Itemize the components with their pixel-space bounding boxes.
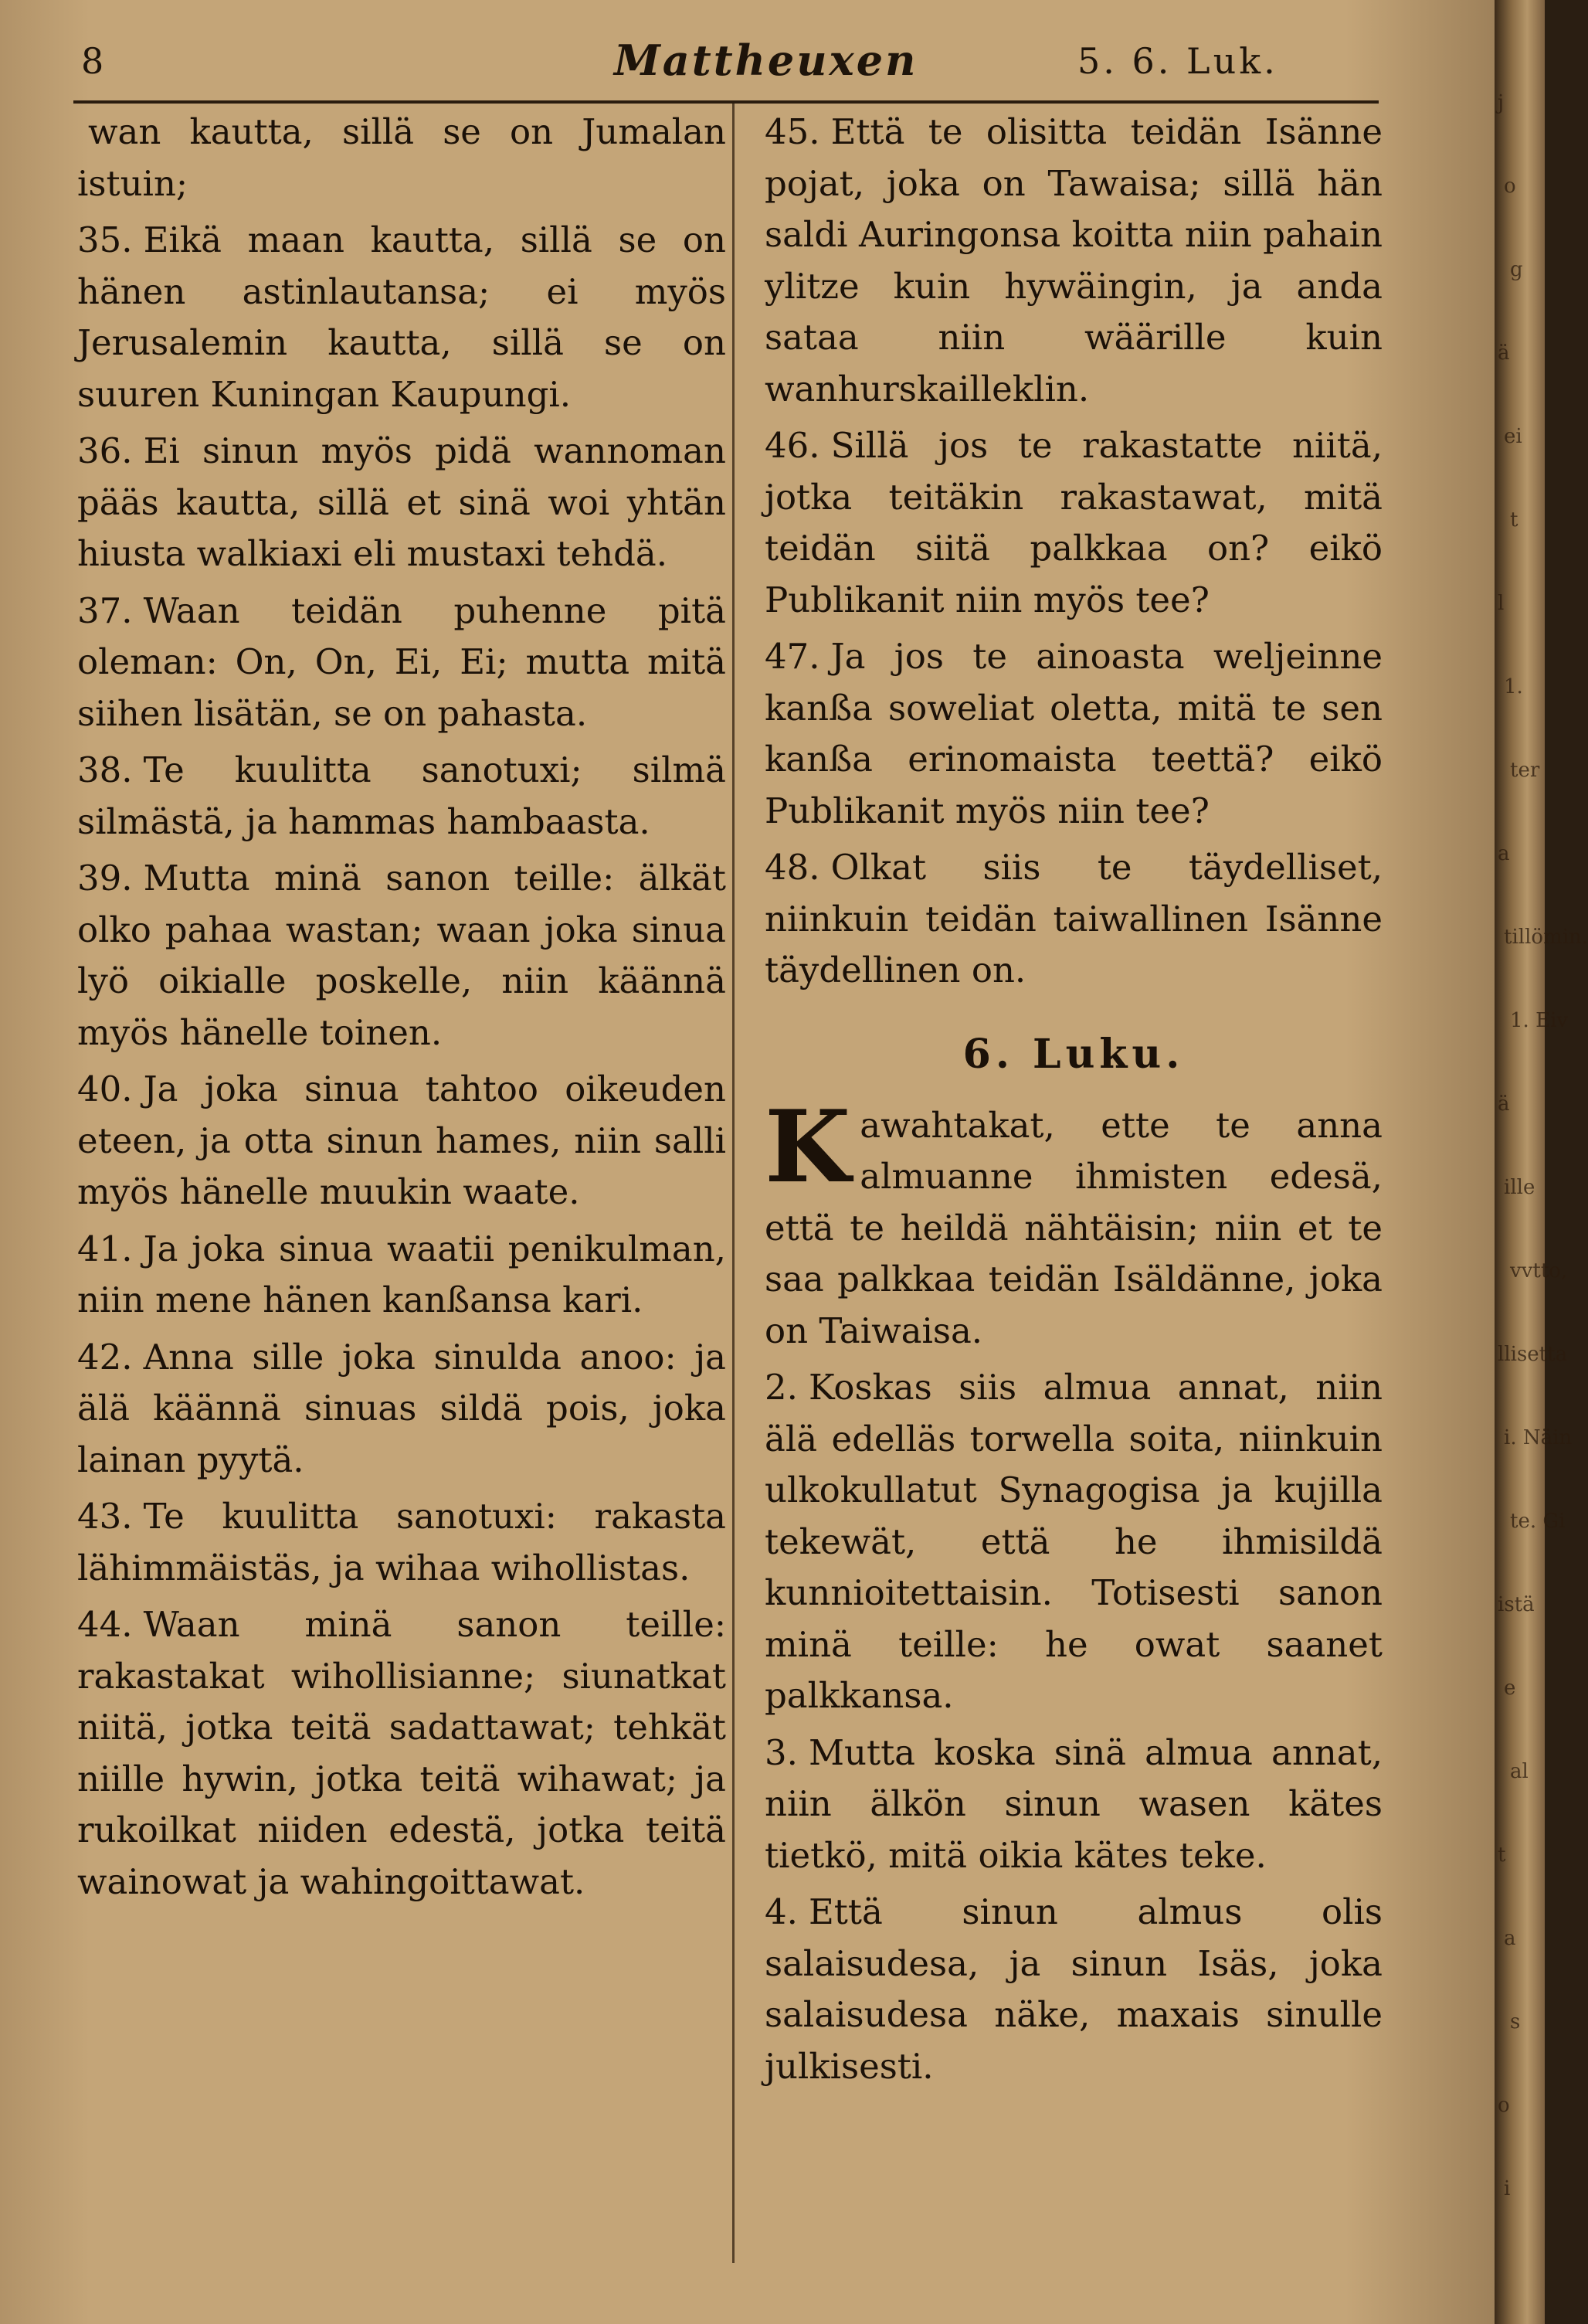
verse-number: 39. [77,858,133,899]
edge-fragment: e [1504,1677,1516,1700]
header-rule [73,100,1379,104]
verse-text: Että sinun almus olis salaisudesa, ja sinun Isäs, joka salaisudesa näke, maxais sinulle julkisesti. [765,1891,1383,2087]
verse-number: 4. [765,1891,798,1932]
verse-number: 2. [765,1367,798,1408]
edge-fragment: a [1504,1927,1516,1950]
verse [765,1887,1383,2092]
verse [77,215,726,420]
edge-fragment: al [1510,1760,1529,1783]
verse-number: 46. [765,425,820,466]
edge-fragment: t [1510,508,1518,532]
verse-number: 47. [765,636,820,677]
verse [765,1362,1383,1722]
chapter-range: 5. 6. Luk. [1077,40,1278,82]
edge-fragment: s [1510,2010,1521,2034]
verse-text: Te kuulitta sanotuxi: rakasta lähimmäistäs, ja wihaa wihollistas. [77,1496,726,1588]
verse-text: Olkat siis te täydelliset, niinkuin teidän taiwallinen Isänne täydellinen on. [765,847,1383,990]
book-title: Mattheuxen [614,36,918,85]
verse [765,420,1383,626]
first-verse-text: awahtakat, ette te anna almuanne ihmisten edesä, että te heildä nähtäisin; niin et te saa palkkaa teidän Isäldänne, joka on Taiwaisa. [765,1104,1383,1351]
right-column [765,107,1383,2293]
verse-number: 38. [77,749,133,790]
edge-fragment: vvtto, [1510,1259,1568,1283]
verse-number: 45. [765,111,820,152]
edge-fragment: o [1504,175,1516,198]
page-number: 8 [81,40,104,82]
edge-fragment: ä [1498,341,1510,365]
verse-number: 42. [77,1336,133,1378]
verse [77,1599,726,1908]
verse-text: Waan teidän puhenne pitä oleman: On, On, Ei, Ei; mutta mitä siihen lisätän, se on pahasta. [77,589,726,734]
verse-text: Anna sille joka sinulda anoo: ja älä käännä sinuas sildä pois, joka lainan pyytä. [77,1336,726,1480]
verse-number: 35. [77,219,133,260]
verse-text: Mutta koska sinä almua annat, niin älkön sinun wasen kätes tietkö, mitä oikia kätes teke. [765,1731,1383,1876]
column-divider [732,104,735,2263]
edge-fragment: 1. [1504,675,1523,698]
chapter-heading: 6. Luku. [962,1030,1185,1078]
verse-text: Eikä maan kautta, sillä se on hänen astinlautansa; ei myös Jerusalemin kautta, sillä se on suuren Kuningan Kaupungi. [77,219,726,415]
left-column [77,107,726,2293]
edge-fragment: ille [1504,1176,1535,1199]
edge-fragment: tillömin. [1504,926,1588,949]
verse-number: 44. [77,1604,133,1645]
running-header [73,32,1379,87]
edge-fragment: ä [1498,1092,1510,1116]
verse [77,745,726,848]
verse-number: 37. [77,589,133,631]
edge-fragment: i. Näin [1504,1426,1573,1449]
verse [765,631,1383,837]
verse [77,1224,726,1327]
verse-text: Ei sinun myös pidä wannoman pääs kautta, sillä et sinä woi yhtän hiusta walkiaxi eli mustaxi tehdä. [77,430,726,574]
verse [77,426,726,580]
verse [765,107,1383,415]
edge-fragment: a [1498,842,1510,865]
edge-fragment: 1. Eiv [1510,1009,1569,1032]
verse-number: 3. [765,1731,798,1773]
verse-number: 43. [77,1496,133,1537]
verse [77,586,726,740]
verse-text: Mutta minä sanon teille: älkät olko pahaa wastan; waan joka sinua lyö oikialle poskelle, niin käännä myös hänelle toinen. [77,858,726,1053]
verse-text: Te kuulitta sanotuxi; silmä silmästä, ja hammas hambaasta. [77,749,726,842]
edge-fragment: j [1498,91,1505,114]
verse-number: 41. [77,1228,133,1269]
first-verse-paragraph [765,1089,1383,1357]
edge-fragment: llisetta [1498,1343,1568,1366]
verse [77,1064,726,1218]
edge-fragment: te. Gi [1510,1510,1566,1533]
drop-cap: K [765,1089,851,1205]
verse [765,1728,1383,1882]
verse-number: 48. [765,847,820,888]
verse-text: wan kautta, sillä se on Jumalan istuin; [77,111,726,204]
verse [77,107,726,209]
verse-text: Sillä jos te rakastatte niitä, jotka teitäkin rakastawat, mitä teidän siitä palkkaa on? eikö Publikanit niin myös tee? [765,425,1383,620]
verse-number: 40. [77,1069,133,1109]
verse-text: Koskas siis almua annat, niin älä edelläs torwella soita, niinkuin ulkokullatut Synagogisa ja kujilla tekewät, että he ihmisildä kunnioitettaisin. Totisesti sanon minä teille: he owat saanet palkkansa. [765,1367,1383,1716]
verse [77,1332,726,1486]
verse [77,1491,726,1594]
verse [77,853,726,1058]
verse-number: 36. [77,430,133,471]
verse-text: Ja joka sinua waatii penikulman, niin mene hänen kanßansa kari. [77,1228,726,1320]
verse-text: Että te olisitta teidän Isänne pojat, joka on Tawaisa; sillä hän saldi Auringonsa koitta niin pahain ylitze kuin hywäingin, ja anda sataa niin wäärille kuin wanhurskailleklin. [765,111,1383,409]
edge-fragment: o [1498,2094,1510,2117]
edge-fragment: g [1510,258,1523,281]
edge-fragment: t [1498,1843,1506,1867]
edge-fragment: ter [1510,759,1540,782]
edge-fragment: istä [1498,1593,1535,1616]
verse [765,842,1383,997]
adjacent-page-edge [1495,0,1588,2324]
edge-fragment: l [1498,592,1505,615]
verse-text: Ja jos te ainoasta weljeinne kanßa soweliat oletta, mitä te sen kanßa erinomaista teettä? eikö Publikanit myös niin tee? [765,636,1383,831]
verse-text: Ja joka sinua tahtoo oikeuden eteen, ja otta sinun hames, niin salli myös hänelle muukin waate. [77,1069,726,1212]
edge-fragment: i [1504,2177,1511,2200]
edge-fragment: ei [1504,425,1522,448]
verse-text: Waan minä sanon teille: rakastakat wihollisianne; siunatkat niitä, jotka teitä sadattawat; tehkät niille hywin, jotka teitä wihawat; ja rukoilkat niiden edestä, jotka teitä wainowat ja wahingoittawat. [77,1604,726,1902]
